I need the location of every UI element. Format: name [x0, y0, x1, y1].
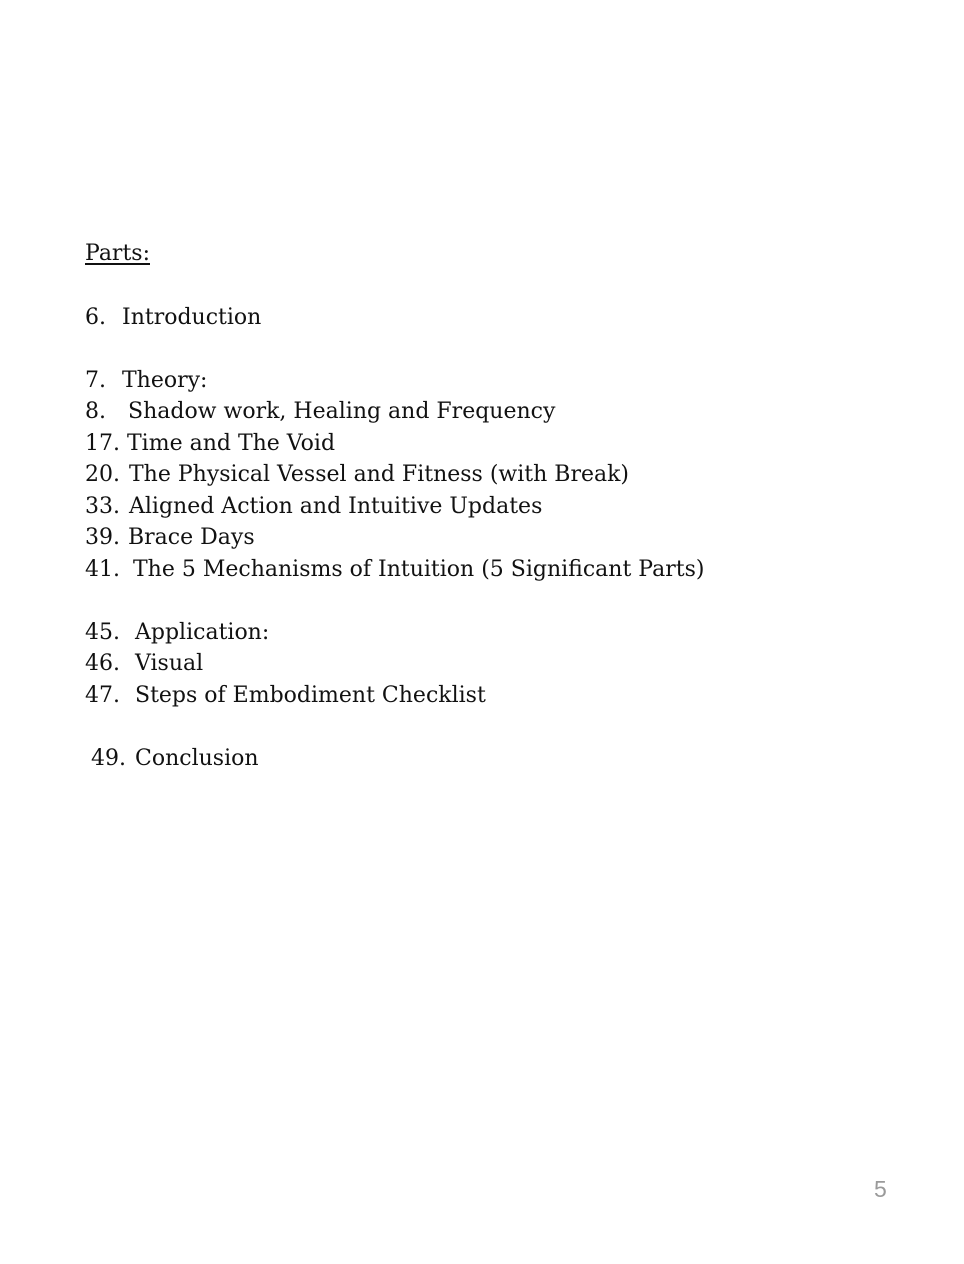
toc-entry-number: 39.: [85, 525, 120, 550]
toc-entry-number: 49.: [91, 746, 126, 771]
toc-entry-number: 20.: [85, 462, 120, 487]
toc-entry-title: Time and The Void: [127, 431, 336, 456]
toc-entry-number: 41.: [85, 557, 120, 582]
toc-entry-title: Conclusion: [135, 746, 259, 771]
toc-entry-number: 46.: [85, 651, 120, 676]
toc-entry-number: 47.: [85, 683, 120, 708]
toc-entry-title: The Physical Vessel and Fitness (with Break): [129, 462, 630, 487]
toc-entry-number: 6.: [85, 305, 106, 330]
page-number: 5: [874, 1176, 887, 1202]
toc-entry-number: 8.: [85, 399, 106, 424]
toc-entry-title: Introduction: [122, 305, 262, 330]
toc-entry-number: 7.: [85, 368, 106, 393]
toc-entry-title: Steps of Embodiment Checklist: [135, 683, 486, 708]
toc-entry-title: Theory:: [122, 368, 208, 393]
toc-entry-number: 45.: [85, 620, 120, 645]
toc-entry-number: 33.: [85, 494, 120, 519]
toc-entry-title: Aligned Action and Intuitive Updates: [129, 494, 543, 519]
toc-entry-title: Visual: [135, 651, 204, 676]
toc-heading: Parts:: [85, 241, 150, 266]
toc-entry-title: Application:: [135, 620, 270, 645]
toc-entry-title: Shadow work, Healing and Frequency: [128, 399, 556, 424]
toc-entry-title: The 5 Mechanisms of Intuition (5 Significant Parts): [133, 557, 705, 582]
toc-entry-number: 17.: [85, 431, 120, 456]
toc-entry-title: Brace Days: [128, 525, 255, 550]
